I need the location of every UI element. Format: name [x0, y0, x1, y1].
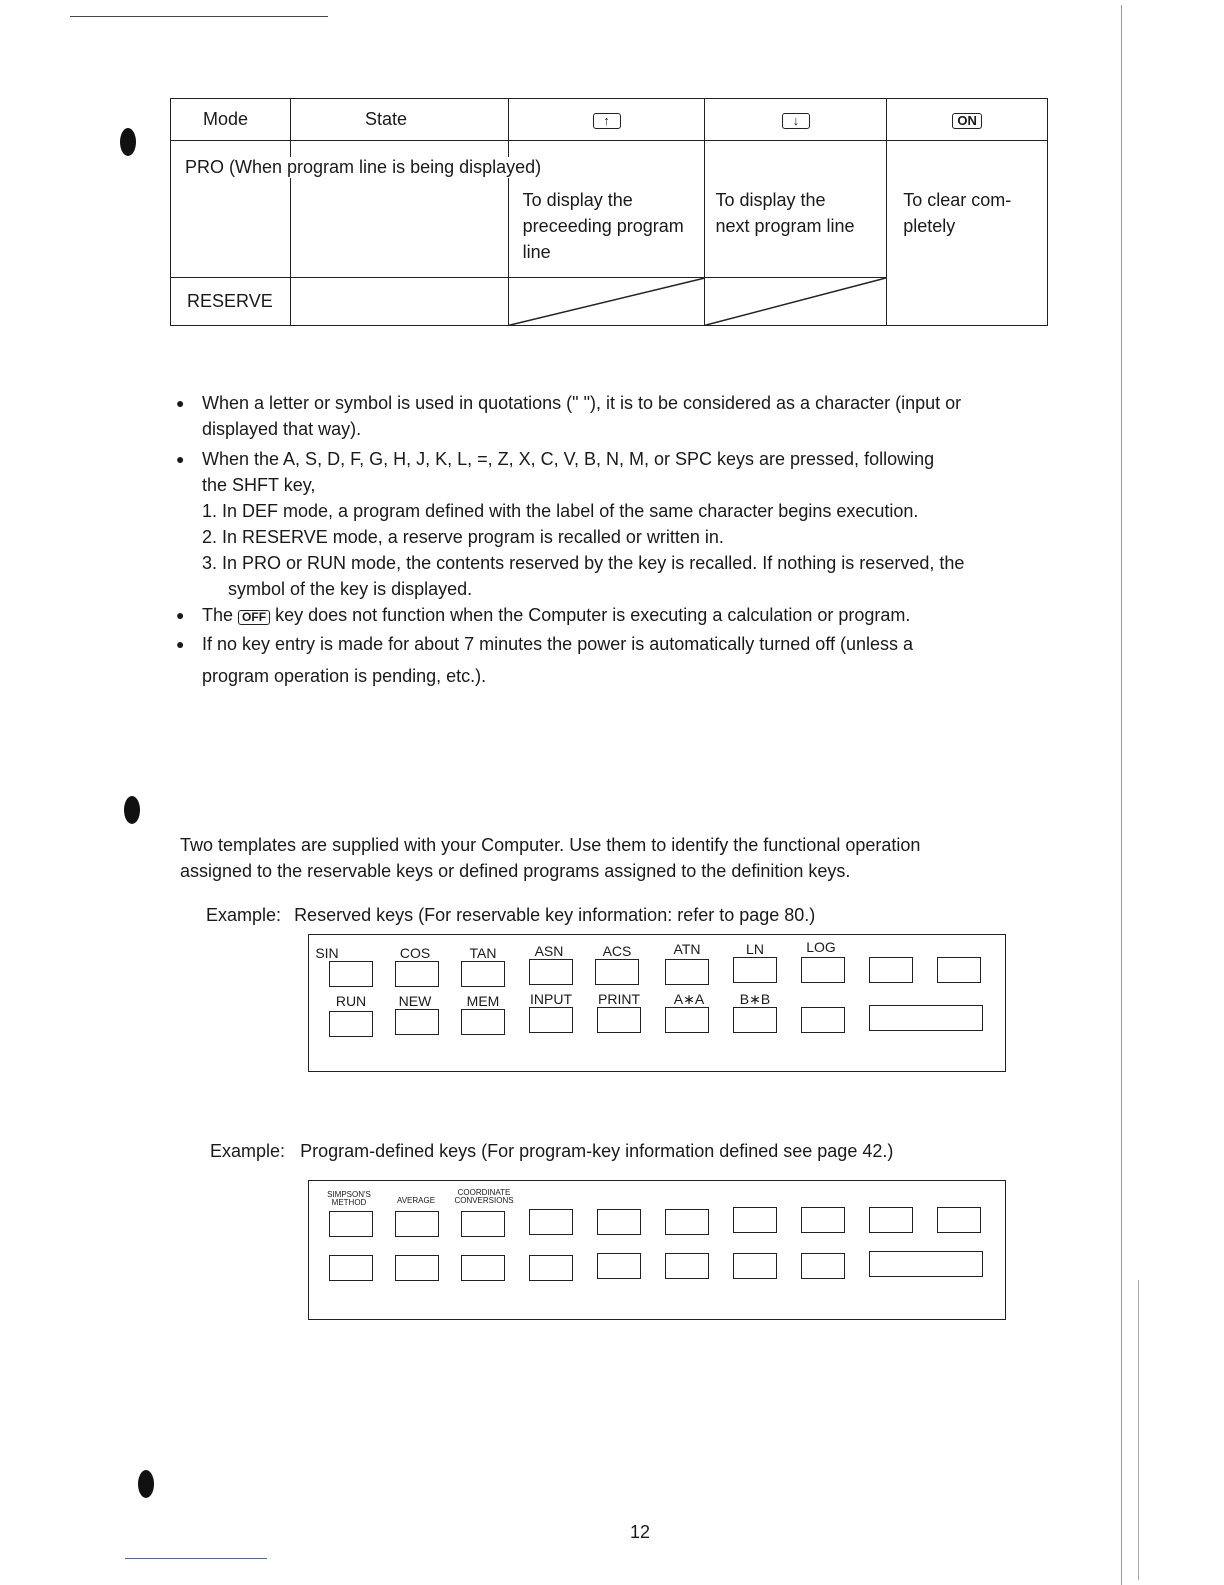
template-key-slot	[665, 1209, 709, 1235]
key-label: SIN	[315, 945, 339, 961]
template-key-slot	[395, 1255, 439, 1281]
note-numbered-3: 3. In PRO or RUN mode, the contents reserved by the key is recalled. If nothing is reserved, the symbol of the key is displayed.	[202, 553, 965, 599]
key-label: LN	[746, 941, 764, 957]
template-key-slot	[329, 1211, 373, 1237]
note-bullet-2: ● When the A, S, D, F, G, H, J, K, L, =, Z, X, C, V, B, N, M, or SPC keys are pressed, following the SHFT key, 1. In DEF mode, a program defined with the label of the same character begins execution. 2. In RESERVE mode, a reserve program is recalled or written in. 3. In PRO or RUN mode, the contents reserved by the key is recalled. If nothing is reserved, the symbol of the key is displayed.	[176, 446, 1056, 602]
header-on-key	[887, 99, 1048, 141]
note-bullet-1: ● When a letter or symbol is used in quotations (" "), it is to be considered as a character (input or displayed that way).	[176, 390, 1056, 442]
template-key-slot	[529, 1209, 573, 1235]
down-arrow-key-icon: ↓	[782, 113, 810, 129]
key-label: MEM	[466, 993, 500, 1009]
scan-artifact-right-edge	[1121, 5, 1122, 1585]
note-numbered-2: 2. In RESERVE mode, a reserve program is recalled or written in.	[202, 527, 724, 547]
mode-state-table	[170, 98, 1048, 326]
template-key-slot	[801, 1207, 845, 1233]
note-numbered-1: 1. In DEF mode, a program defined with the label of the same character begins execution.	[202, 501, 919, 521]
template-key-slot	[329, 961, 373, 987]
punch-hole-mark	[138, 1470, 154, 1498]
template-key-slot	[665, 959, 709, 985]
bullet-icon: ●	[176, 395, 185, 411]
template-key-slot	[665, 1253, 709, 1279]
key-label: RUN	[335, 993, 367, 1009]
on-action: To clear com- pletely	[887, 141, 1048, 326]
notes-list	[176, 390, 1056, 692]
pro-up-action: To display the preceeding program line	[508, 141, 705, 278]
template-key-slot	[461, 961, 505, 987]
template-key-slot	[595, 959, 639, 985]
example1-caption: Example: Reserved keys (For reservable key information: refer to page 80.)	[206, 905, 816, 925]
template-key-slot	[869, 1207, 913, 1233]
template-key-slot	[733, 957, 777, 983]
off-key-icon: OFF	[238, 610, 270, 625]
template-key-slot	[869, 957, 913, 983]
note-bullet-3: ● The OFF key does not function when the Computer is executing a calculation or program.	[176, 602, 1056, 628]
pro-down-action: To display the next program line	[705, 141, 887, 278]
header-state: State	[290, 99, 508, 141]
table-row-pro	[171, 141, 1048, 278]
diagonal-slash-icon	[509, 278, 705, 325]
key-label: PRINT	[598, 991, 640, 1007]
punch-hole-mark	[124, 796, 140, 824]
templates-intro: Two templates are supplied with your Computer. Use them to identify the functional operation assigned to the reservable keys or defined programs assigned to the definition keys.	[180, 835, 921, 881]
template-key-slot	[801, 1253, 845, 1279]
template-key-slot	[665, 1007, 709, 1033]
key-label: LOG	[806, 939, 836, 955]
template-key-slot	[461, 1009, 505, 1035]
pro-row-label: PRO (When program line is being displayed)	[185, 157, 542, 178]
template-key-slot	[529, 1007, 573, 1033]
bullet-icon: ●	[176, 451, 185, 467]
diagonal-slash-icon	[705, 278, 886, 325]
scan-artifact-bottom-line	[125, 1558, 267, 1559]
template-key-slot	[937, 1207, 981, 1233]
header-mode: Mode	[171, 99, 291, 141]
key-label: B∗B	[739, 991, 771, 1007]
template-key-slot	[329, 1255, 373, 1281]
table-header-row	[171, 99, 1048, 141]
reserve-down-not-applicable	[705, 277, 887, 325]
template-key-slot	[395, 1009, 439, 1035]
template-key-slot	[597, 1253, 641, 1279]
up-arrow-key-icon: ↑	[593, 113, 621, 129]
key-label: ATN	[673, 941, 701, 957]
on-key-icon: ON	[952, 113, 982, 129]
template-key-slot	[937, 957, 981, 983]
template-key-slot	[597, 1209, 641, 1235]
template-key-slot	[461, 1211, 505, 1237]
bullet-icon: ●	[176, 636, 185, 652]
template-key-slot	[733, 1007, 777, 1033]
key-label-coordinate-conversions: COORDINATE CONVERSIONS	[454, 1188, 514, 1205]
template-key-slot	[329, 1011, 373, 1037]
template-wide-key-slot	[869, 1005, 983, 1031]
program-keys-template	[308, 1180, 1006, 1320]
reserve-row-label: RESERVE	[171, 277, 291, 325]
template-key-slot	[597, 1007, 641, 1033]
key-label: COS	[399, 945, 431, 961]
reserve-state-cell	[290, 277, 508, 325]
template-wide-key-slot	[869, 1251, 983, 1277]
template-key-slot	[801, 1007, 845, 1033]
scan-artifact-top-line	[70, 16, 328, 17]
bullet-icon: ●	[176, 607, 185, 623]
example2-caption: Example: Program-defined keys (For program-key information defined see page 42.)	[210, 1141, 894, 1161]
punch-hole-mark	[120, 128, 136, 156]
key-label: A∗A	[673, 991, 705, 1007]
template-key-slot	[395, 961, 439, 987]
template-key-slot	[461, 1255, 505, 1281]
key-label: ASN	[534, 943, 564, 959]
header-up-key	[508, 99, 705, 141]
page-number: 12	[629, 1522, 651, 1542]
key-label: TAN	[469, 945, 497, 961]
pro-label-cell	[171, 141, 542, 278]
header-down-key	[705, 99, 887, 141]
key-label: INPUT	[530, 991, 572, 1007]
template-key-slot	[733, 1253, 777, 1279]
reserve-up-not-applicable	[508, 277, 705, 325]
scan-artifact-right-edge-lower	[1138, 1280, 1139, 1580]
key-label-simpsons-method: SIMPSON'S METHOD	[327, 1190, 371, 1207]
template-key-slot	[395, 1211, 439, 1237]
template-key-slot	[529, 959, 573, 985]
key-label-average: AVERAGE	[396, 1196, 436, 1205]
template-key-slot	[733, 1207, 777, 1233]
key-label: NEW	[398, 993, 432, 1009]
template-key-slot	[801, 957, 845, 983]
template-key-slot	[529, 1255, 573, 1281]
reserved-keys-template	[308, 934, 1006, 1072]
key-label: ACS	[602, 943, 632, 959]
note-bullet-4: ● If no key entry is made for about 7 minutes the power is automatically turned off (unless a program operation is pending, etc.).	[176, 628, 1056, 692]
